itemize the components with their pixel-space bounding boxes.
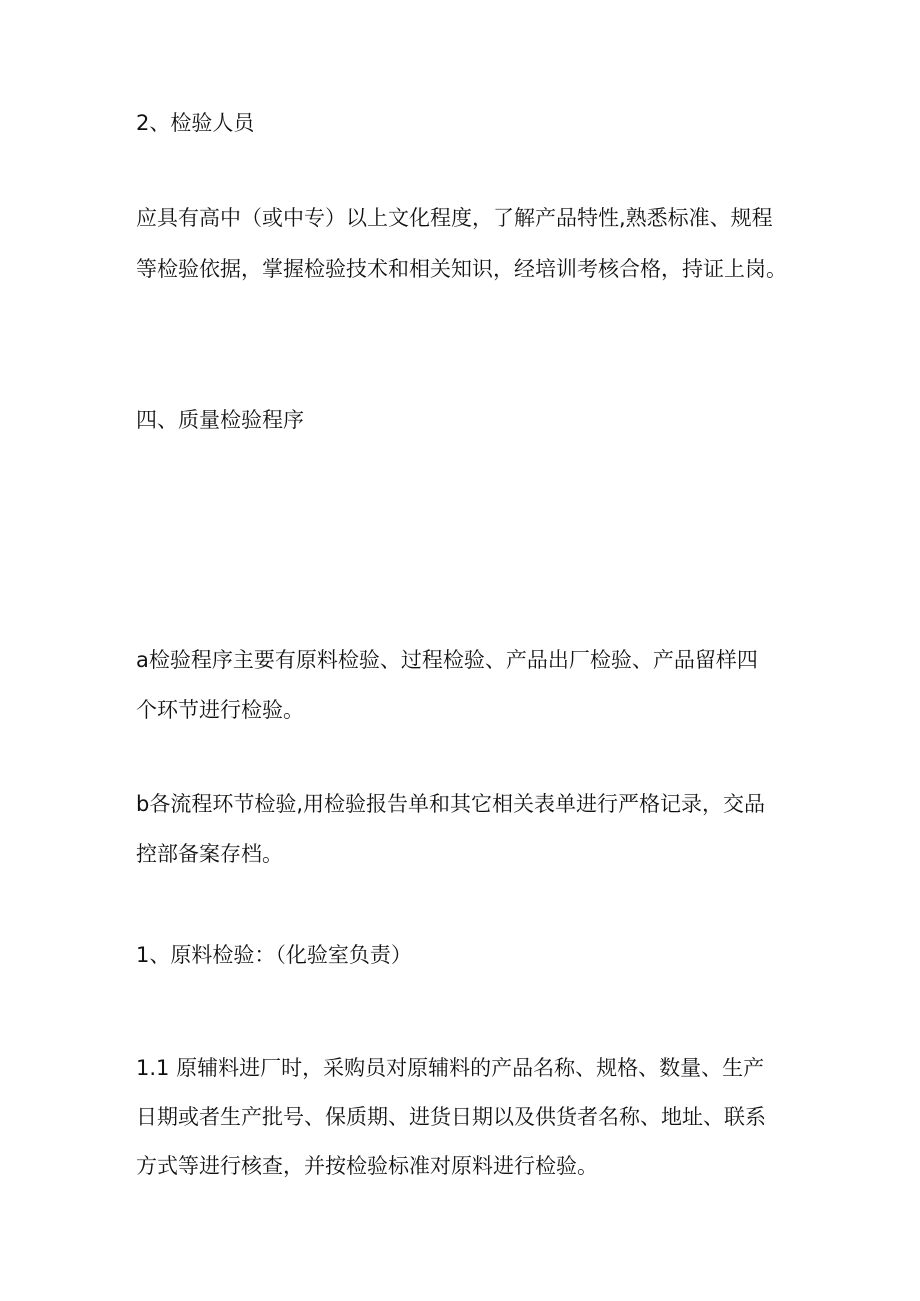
raw-material-1-1-line-2: 日期或者生产批号、保质期、进货日期以及供货者名称、地址、联系 bbox=[136, 1105, 766, 1129]
inspector-requirements-line-2: 等检验依据，掌握检验技术和相关知识，经培训考核合格，持证上岗。 bbox=[136, 257, 787, 281]
raw-material-1-1-line-1: 1.1 原辅料进厂时，采购员对原辅料的产品名称、规格、数量、生产 bbox=[136, 1056, 765, 1080]
raw-material-1-1-line-3: 方式等进行核查，并按检验标准对原料进行检验。 bbox=[136, 1154, 598, 1178]
procedure-a-line-1: a检验程序主要有原料检验、过程检验、产品出厂检验、产品留样四 bbox=[136, 648, 758, 672]
raw-material-heading: 1、原料检验：（化验室负责） bbox=[136, 943, 412, 967]
inspector-requirements-line-1: 应具有高中（或中专）以上文化程度，了解产品特性,熟悉标准、规程 bbox=[136, 206, 773, 230]
inspector-heading: 2、检验人员 bbox=[136, 111, 255, 135]
procedure-heading: 四、质量检验程序 bbox=[136, 408, 304, 432]
procedure-b-line-2: 控部备案存档。 bbox=[136, 842, 283, 866]
procedure-b-line-1: b各流程环节检验,用检验报告单和其它相关表单进行严格记录，交品 bbox=[136, 792, 766, 816]
procedure-a-line-2: 个环节进行检验。 bbox=[136, 698, 304, 722]
